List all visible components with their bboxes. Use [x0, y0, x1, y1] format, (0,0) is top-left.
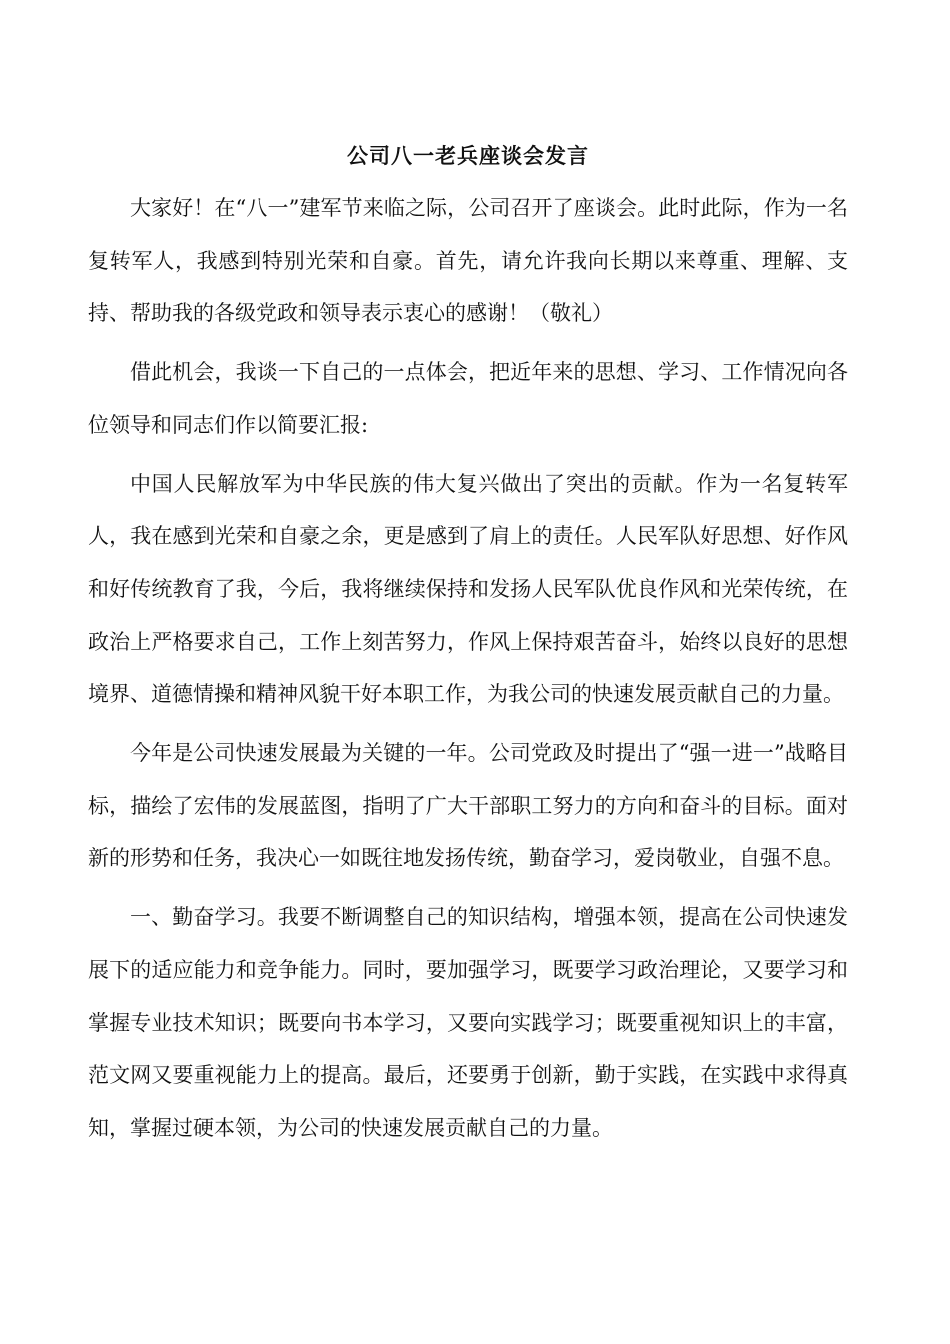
paragraph-army-contribution: 中国人民解放军为中华民族的伟大复兴做出了突出的贡献。作为一名复转军人，我在感到光荣和自豪之余，更是感到了肩上的责任。人民军队好思想、好作风和好传统教育了我，今后，我将继续保持和发扬人民军队优良作风和光荣传统，在政治上严格要求自己，工作上刻苦努力，作风上保持艰苦奋斗，始终以良好的思想境界、道德情操和精神风貌干好本职工作，为我公司的快速发展贡献自己的力量。: [88, 471, 848, 707]
paragraph-diligent-study: 一、勤奋学习。我要不断调整自己的知识结构，增强本领，提高在公司快速发展下的适应能力和竞争能力。同时，要加强学习，既要学习政治理论，又要学习和掌握专业技术知识；既要向书本学习，又要向实践学习；既要重视知识上的丰富，范文网又要重视能力上的提高。最后，还要勇于创新，勤于实践，在实践中求得真知，掌握过硬本领，为公司的快速发展贡献自己的力量。: [88, 905, 848, 1140]
document-title: 公司八一老兵座谈会发言: [347, 143, 589, 168]
paragraph-introduction: 借此机会，我谈一下自己的一点体会，把近年来的思想、学习、工作情况向各位领导和同志们作以简要汇报:: [88, 360, 848, 437]
paragraph-greeting: 大家好！在“八一”建军节来临之际，公司召开了座谈会。此时此际，作为一名复转军人，我感到特别光荣和自豪。首先，请允许我向长期以来尊重、理解、支持、帮助我的各级党政和领导表示衷心的感谢！（敬礼）: [88, 196, 848, 326]
document-page: [88, 140, 848, 1161]
paragraph-company-goals: 今年是公司快速发展最为关键的一年。公司党政及时提出了“强一进一”战略目标，描绘了宏伟的发展蓝图，指明了广大干部职工努力的方向和奋斗的目标。面对新的形势和任务，我决心一如既往地发扬传统，勤奋学习，爱岗敬业，自强不息。: [88, 741, 848, 871]
